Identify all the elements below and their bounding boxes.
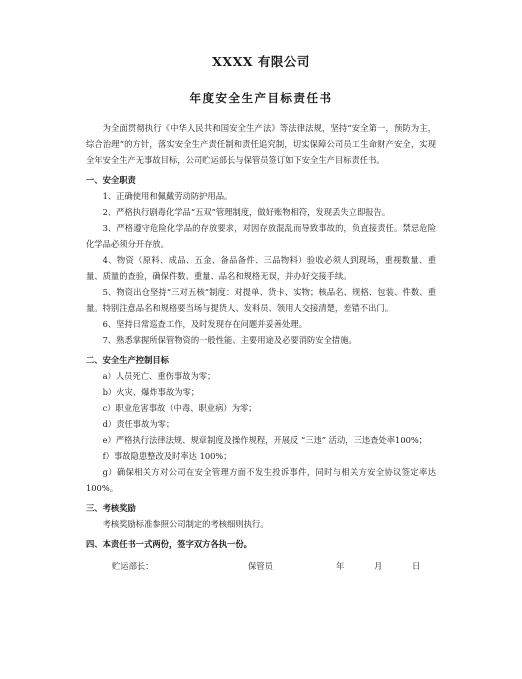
duty-item: 4、物资（原料、成品、五金、备品备件、三品物料）验收必须人到现场，重视数量、重量、质量的查验，确保件数、重量、品名和规格无误，并办好交接手续。 [86,255,436,281]
duty-item: 5、物资出仓坚持“三对五核”制度：对提单、货卡、实物；核品名、规格、包装、件数、重量。特别注意品名和规格要当场与提货人、发料员、领用人交接清楚，差错不出门。 [86,287,436,313]
signature-row [86,558,436,574]
signature-storage-manager: 贮运部长： [112,561,154,571]
duty-item: 1、正确使用和佩戴劳动防护用品。 [102,191,233,201]
duty-item: 7、熟悉掌握所保管物资的一般性能、主要用途及必要消防安全措施。 [102,335,357,345]
signature-day: 日 [412,561,421,571]
section-targets [86,352,436,496]
signature-year: 年 [336,561,345,571]
section-copies [86,536,436,552]
company-name: XXXX 有限公司 [212,54,310,69]
target-item: d）责任事故为零； [102,419,175,429]
section-heading: 四、本责任书一式两份，签字双方各执一份。 [86,539,252,549]
section-heading: 二、安全生产控制目标 [86,355,169,365]
section-rewards [86,500,436,532]
section-duties [86,172,436,348]
target-item: f）事故隐患整改及时率达 100%； [102,451,232,461]
target-item: g）确保相关方对公司在安全管理方面不发生投诉事件，同时与相关方安全协议签定率达 100%。 [86,467,436,493]
target-item: c）职业危害事故（中毒、职业病）为零； [102,403,257,413]
target-item: e）严格执行法律法规、规章制度及操作规程，开展反 “三违” 活动，三违查处率100%； [102,435,428,445]
duty-item: 6、坚持日常巡查工作，及时发现存在问题并妥善处理。 [102,319,307,329]
duty-item: 3、严格遵守危险化学品的存放要求，对因存放混乱而导致事故的，负直接责任。禁忌危险化学品必须分开存放。 [86,223,436,249]
reward-item: 考核奖励标准参照公司制定的考核细则执行。 [102,519,269,529]
section-heading: 三、考核奖励 [86,503,136,513]
signature-keeper: 保管员 [248,561,273,571]
target-item: a）人员死亡、重伤事故为零； [102,371,216,381]
intro-paragraph: 为全面贯彻执行《中华人民共和国安全生产法》等法律法规，坚持“安全第一，预防为主，综合治理”的方针，落实安全生产责任制和责任追究制，切实保障公司员工生命财产安全，实现全年安全生产无事故目标，公司贮运部长与保管员签订如下安全生产目标责任书。 [86,123,436,165]
target-item: b）火灾、爆炸事故为零； [102,387,200,397]
section-heading: 一、安全职责 [86,175,136,185]
document-title: 年度安全生产目标责任书 [189,91,333,105]
signature-month: 月 [374,561,383,571]
duty-item: 2、严格执行剧毒化学品“五双”管理制度，做好账物相符，发现丢失立即报告。 [102,207,391,217]
document-body [86,120,436,574]
